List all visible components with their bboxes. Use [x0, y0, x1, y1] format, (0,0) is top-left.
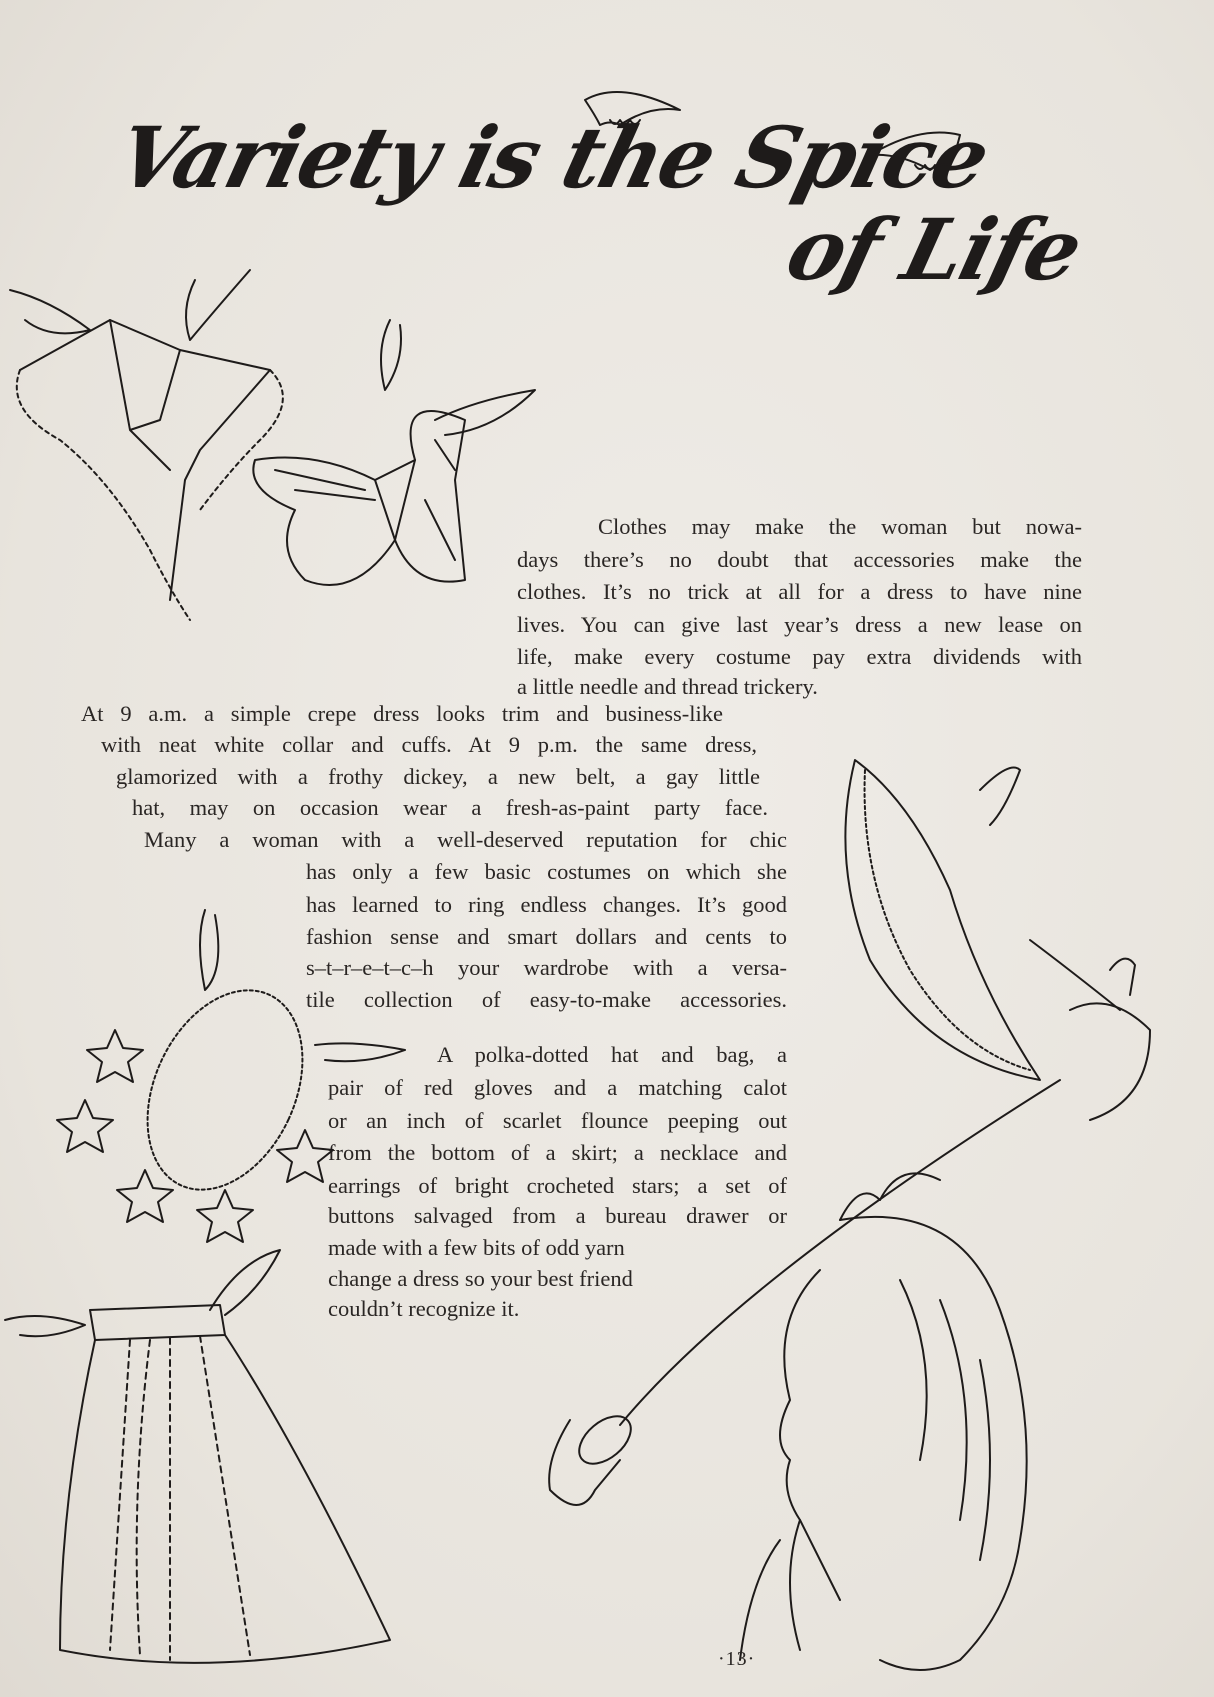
- text-line: life, make every costume pay extra dividends with: [517, 644, 1082, 669]
- text-line: A polka-dotted hat and bag, a: [437, 1042, 787, 1067]
- text-line: s–t–r–e–t–c–h your wardrobe with a versa-: [306, 955, 787, 980]
- wing-icon: [580, 80, 690, 140]
- wing-icon: [860, 125, 970, 185]
- text-line: buttons salvaged from a bureau drawer or: [328, 1203, 787, 1228]
- plaid-bow-illustration: [235, 310, 555, 630]
- text-line: Many a woman with a well-deserved reputation for chic: [144, 827, 787, 852]
- printed-skirt-illustration: [0, 1250, 400, 1670]
- text-line: pair of red gloves and a matching calot: [328, 1075, 787, 1100]
- text-line: with neat white collar and cuffs. At 9 p.m. the same dress,: [101, 732, 757, 757]
- text-line: earrings of bright crocheted stars; a set of: [328, 1173, 787, 1198]
- text-line: from the bottom of a skirt; a necklace and: [328, 1140, 787, 1165]
- page-title-continued: of Life: [777, 200, 1091, 299]
- scalloped-hat-illustration: [830, 740, 1160, 1100]
- text-line: Clothes may make the woman but nowa-: [598, 514, 1082, 539]
- page-title: Variety is the Spice: [107, 108, 998, 207]
- text-line: days there’s no doubt that accessories make the: [517, 547, 1082, 572]
- text-line: has learned to ring endless changes. It’s good: [306, 892, 787, 917]
- woman-sewing-illustration: [540, 1160, 1120, 1680]
- text-line: couldn’t recognize it.: [328, 1296, 520, 1321]
- star-necklace-illustration: [55, 900, 415, 1270]
- text-line: fashion sense and smart dollars and cents to: [306, 924, 787, 949]
- text-line: At 9 a.m. a simple crepe dress looks trim and business-like: [81, 701, 723, 726]
- text-line: made with a few bits of odd yarn: [328, 1235, 625, 1260]
- text-line: tile collection of easy-to-make accessories.: [306, 987, 787, 1012]
- text-line: clothes. It’s no trick at all for a dress to have nine: [517, 579, 1082, 604]
- text-line: has only a few basic costumes on which she: [306, 859, 787, 884]
- text-line: hat, may on occasion wear a fresh-as-paint party face.: [132, 795, 768, 820]
- text-line: lives. You can give last year’s dress a new lease on: [517, 612, 1082, 637]
- text-line: or an inch of scarlet flounce peeping out: [328, 1108, 787, 1133]
- text-line: glamorized with a frothy dickey, a new belt, a gay little: [116, 764, 760, 789]
- text-line: change a dress so your best friend: [328, 1266, 633, 1291]
- page-number: ·13·: [718, 1648, 756, 1670]
- text-line: a little needle and thread trickery.: [517, 674, 818, 699]
